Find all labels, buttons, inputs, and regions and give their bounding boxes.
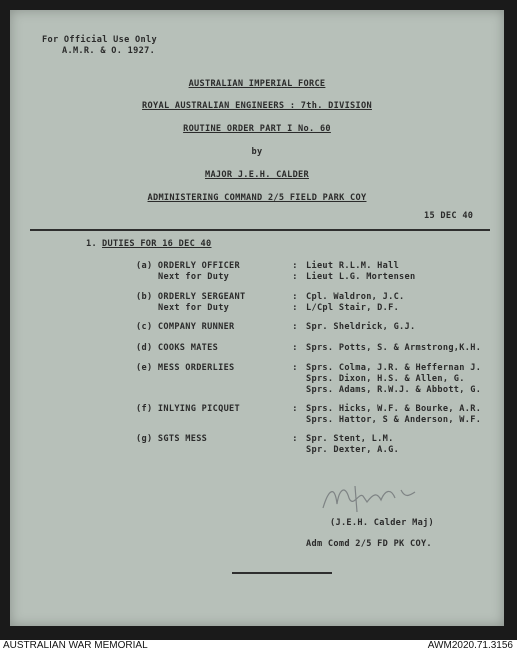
header-line6: ADMINISTERING COMMAND 2/5 FIELD PARK COY [147, 193, 367, 203]
end-rule [232, 572, 332, 574]
archive-reference: AWM2020.71.3156 [427, 640, 513, 651]
duty-value: Sprs. Hattor, S & Anderson, W.F. [306, 415, 482, 425]
duty-value: Sprs. Adams, R.W.J. & Abbott, G. [306, 385, 482, 395]
header-line1: AUSTRALIAN IMPERIAL FORCE [188, 79, 326, 89]
handwritten-signature [315, 478, 425, 518]
order-date: 15 DEC 40 [424, 211, 474, 221]
official-use-stamp-line2: A.M.R. & O. 1927. [62, 46, 156, 56]
duty-value: Lieut R.L.M. Hall [306, 261, 400, 271]
duty-label-next: Next for Duty [158, 303, 230, 313]
duty-value: Spr. Sheldrick, G.J. [306, 322, 416, 332]
document-page [10, 10, 504, 626]
header-line2: ROYAL AUSTRALIAN ENGINEERS : 7th. DIVISION [142, 101, 372, 111]
archive-footer [0, 640, 517, 653]
archive-name: AUSTRALIAN WAR MEMORIAL [3, 640, 148, 651]
signature-title: Adm Comd 2/5 FD PK COY. [306, 539, 432, 549]
duty-value: Sprs. Colma, J.R. & Heffernan J. [306, 363, 482, 373]
separator: : [292, 434, 298, 444]
duty-value: Spr. Stent, L.M. [306, 434, 394, 444]
duty-value: Lieut L.G. Mortensen [306, 272, 416, 282]
separator: : [292, 272, 298, 282]
header-divider [30, 229, 490, 231]
section-title: DUTIES FOR 16 DEC 40 [102, 239, 212, 249]
separator: : [292, 322, 298, 332]
signature-name: (J.E.H. Calder Maj) [330, 518, 435, 528]
header-line5: MAJOR J.E.H. CALDER [204, 170, 309, 180]
duty-label: (c) COMPANY RUNNER [136, 322, 235, 332]
duty-value: Sprs. Potts, S. & Armstrong,K.H. [306, 343, 482, 353]
duty-label: (g) SGTS MESS [136, 434, 208, 444]
separator: : [292, 404, 298, 414]
separator: : [292, 261, 298, 271]
duty-label: (e) MESS ORDERLIES [136, 363, 235, 373]
separator: : [292, 343, 298, 353]
duty-label-next: Next for Duty [158, 272, 230, 282]
duty-label: (b) ORDERLY SERGEANT [136, 292, 246, 302]
duty-value: Sprs. Hicks, W.F. & Bourke, A.R. [306, 404, 482, 414]
duty-value: Spr. Dexter, A.G. [306, 445, 400, 455]
section-number: 1. [86, 239, 97, 249]
duty-label: (a) ORDERLY OFFICER [136, 261, 241, 271]
header-line4: by [251, 147, 263, 157]
separator: : [292, 363, 298, 373]
header-line3: ROUTINE ORDER PART I No. 60 [183, 124, 331, 134]
separator: : [292, 303, 298, 313]
duty-label: (f) INLYING PICQUET [136, 404, 241, 414]
duty-value: Sprs. Dixon, H.S. & Allen, G. [306, 374, 465, 384]
duty-label: (d) COOKS MATES [136, 343, 219, 353]
duty-value: Cpl. Waldron, J.C. [306, 292, 405, 302]
separator: : [292, 292, 298, 302]
duty-value: L/Cpl Stair, D.F. [306, 303, 400, 313]
official-use-stamp-line1: For Official Use Only [42, 35, 157, 45]
